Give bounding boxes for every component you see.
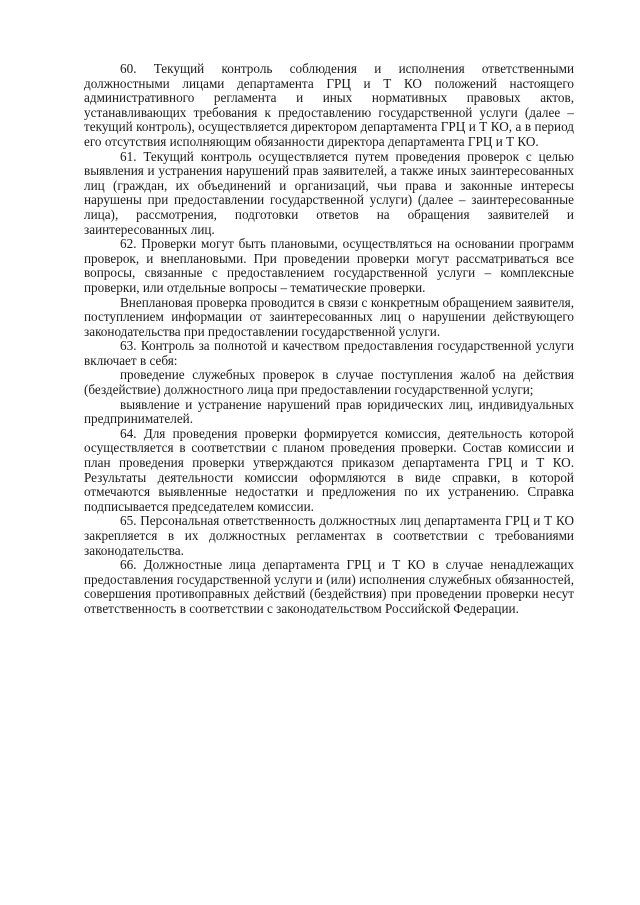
paragraph-64: 64. Для проведения проверки формируется комиссия, деятельность которой осуществляется в соответствии с планом проведения проверки. Состав комиссии и план проведения проверки утверждаются приказом департамента ГРЦ и Т КО. Результаты деятельности комиссии оформляются в виде справки, в которой отмечаются выявленные недостатки и предложения по их устранению. Справка подписывается председателем комиссии. <box>84 425 574 514</box>
paragraph-violations: выявление и устранение нарушений прав юридических лиц, индивидуальных предпринимателей. <box>84 396 574 427</box>
paragraph-63: 63. Контроль за полнотой и качеством предоставления государственной услуги включает в себя: <box>84 338 574 368</box>
document-page <box>84 62 574 617</box>
paragraph-61: 61. Текущий контроль осуществляется путем проведения проверок с целью выявления и устранения нарушений прав заявителей, а также иных заинтересованных лиц (граждан, их объединений и организаций, чьи права и законные интересы нарушены при предоставлении государственной услуги) (далее – заинтересованные лица), рассмотрения, подготовки ответов на обращения заявителей и заинтересованных лиц. <box>84 148 574 237</box>
paragraph-unscheduled-check: Внеплановая проверка проводится в связи с конкретным обращением заявителя, поступлением информации от заинтересованных лиц о нарушении действующего законодательства при предоставлении государственной услуги. <box>84 294 574 339</box>
paragraph-62: 62. Проверки могут быть плановыми, осуществляться на основании программ проверок, и внеплановыми. При проведении проверки могут рассматриваться все вопросы, связанные с предоставлением государственной услуги – комплексные проверки, или отдельные вопросы – тематические проверки. <box>84 236 574 295</box>
paragraph-66: 66. Должностные лица департамента ГРЦ и Т КО в случае ненадлежащих предоставления государственной услуги и (или) исполнения служебных обязанностей, совершения противоправных действий (бездействия) при проведении проверки несут ответственность в соответствии с законодательством Российской Федерации. <box>84 557 574 616</box>
paragraph-official-checks: проведение служебных проверок в случае поступления жалоб на действия (бездействие) должностного лица при предоставлении государственной услуги; <box>84 367 574 398</box>
paragraph-60: 60. Текущий контроль соблюдения и исполнения ответственными должностными лицами департамента ГРЦ и Т КО положений настоящего административного регламента и иных нормативных правовых актов, устанавливающих требования к предоставлению государственной услуги (далее – текущий контроль), осуществляется директором департамента ГРЦ и Т КО, а в период его отсутствия исполняющим обязанности директора департамента ГРЦ и Т КО. <box>84 61 574 149</box>
paragraph-65: 65. Персональная ответственность должностных лиц департамента ГРЦ и Т КО закрепляется в их должностных регламентах в соответствии с требованиями законодательства. <box>84 513 574 558</box>
